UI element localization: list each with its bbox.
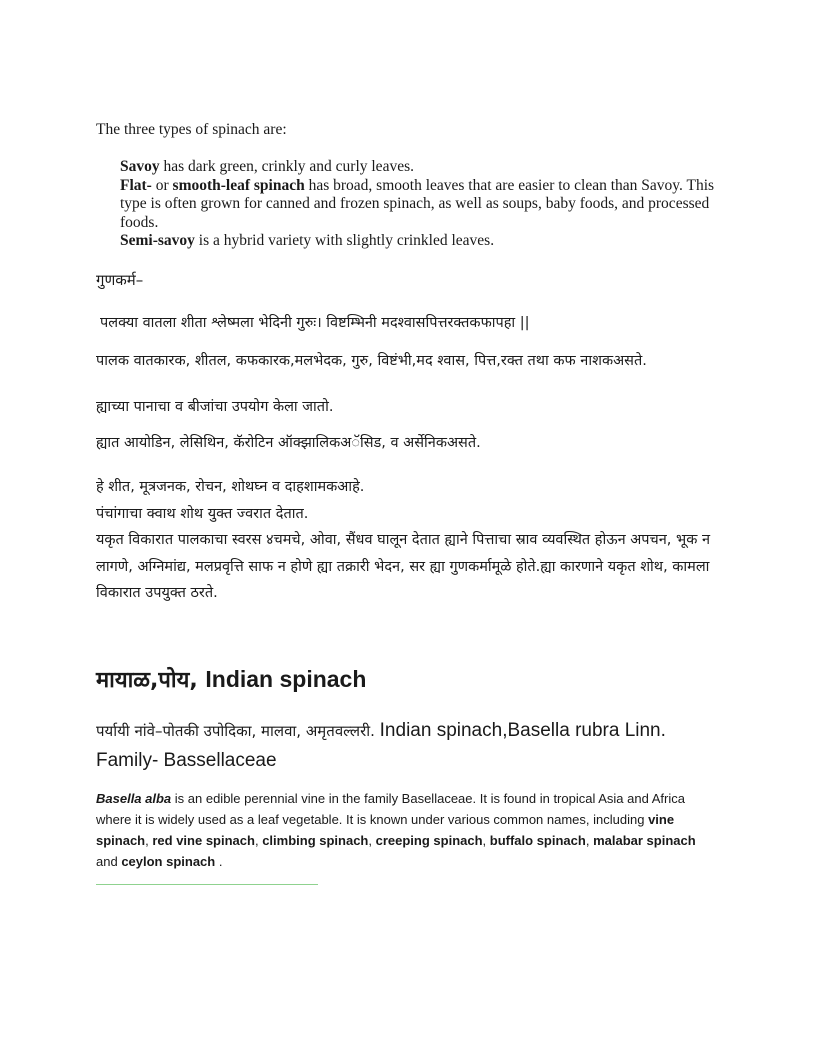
properties-paragraph-group [96, 474, 716, 607]
common-name: red vine spinach [152, 833, 255, 848]
type-connector: or [151, 176, 173, 194]
separator: , [482, 833, 490, 848]
type-term: smooth-leaf spinach [172, 176, 305, 194]
common-name: malabar spinach [593, 833, 696, 848]
synonyms-marathi: पर्यायी नांवे–पोतकी उपोदिका, मालवा, अमृतवल्लरी. [96, 722, 380, 740]
heading-marathi: मायाळ,पोय, [96, 668, 206, 693]
species-name: Basella alba [96, 791, 172, 806]
section-heading [96, 664, 716, 694]
common-name: creeping spinach [375, 833, 483, 848]
divider-line [96, 884, 318, 885]
common-name: ceylon spinach [121, 854, 216, 869]
type-term: Savoy [120, 158, 160, 175]
type-flat-leaf [120, 177, 720, 233]
type-term: Semi-savoy [120, 232, 195, 249]
type-savoy [120, 158, 720, 177]
type-description: has dark green, crinkly and curly leaves. [159, 158, 414, 175]
separator: . [215, 854, 223, 869]
desc-text: is an edible perennial vine in the family Basellaceae. It is found in tropical Asia and Africa where it is widely used as a leaf vegetable. It is known under various common names, including [96, 791, 685, 827]
common-name: climbing spinach [262, 833, 369, 848]
intro-text: The three types of spinach are: [96, 121, 287, 138]
common-name: vine spinach [96, 812, 675, 848]
gunakarma-title: गुणकर्म– [96, 271, 144, 289]
separator: , [585, 833, 594, 848]
common-name: buffalo spinach [489, 833, 586, 848]
panchang-line: पंचांगाचा क्वाथ शोथ युक्त ज्वरात देतात. [96, 505, 309, 522]
separator: and [96, 854, 122, 869]
constituents-line: ह्यात आयोडिन, लेसिथिन, कॅरोटिन ऑक्झालिकअॅसिड, व अर्सेनिकअसते. [96, 435, 481, 451]
synonyms-line [96, 716, 716, 776]
properties-line: हे शीत, मूत्रजनक, रोचन, शोथघ्न व दाहशामकआहे. [96, 479, 365, 495]
heading-english: Indian spinach [205, 666, 367, 692]
separator: , [254, 833, 263, 848]
type-semi-savoy [120, 232, 720, 251]
usage-line: ह्याच्या पानाचा व बीजांचा उपयोग केला जातो. [96, 399, 334, 415]
palak-properties-line: पालक वातकारक, शीतल, कफकारक,मलभेदक, गुरु, विष्टंभी,मद श्वास, पित्त,रक्त तथा कफ नाशकअसते. [96, 353, 647, 369]
basella-description [96, 788, 708, 872]
separator: , [145, 833, 153, 848]
liver-paragraph: यकृत विकारात पालकाचा स्वरस ४चमचे, ओवा, सैंधव घालून देतात ह्याने पित्ताचा स्राव व्यवस्थित होऊन अपचन, भूक न लागणे, अग्निमांद्य, मलप्रवृत्ति साफ न होणे ह्या तक्रारी भेदन, सर ह्या गुणकर्मामूळे होते.ह्या कारणाने यकृत शोथ, कामला विकारात उपयुक्त ठरते. [96, 532, 711, 601]
separator: , [368, 833, 376, 848]
type-term: Flat- [120, 176, 152, 194]
spinach-types-list [120, 158, 720, 251]
shloka-line: पलक्या वातला शीता श्लेष्मला भेदिनी गुरुः। विष्टम्भिनी मदश्वासपित्तरक्तकफापहा || [100, 315, 530, 331]
type-description: has broad, smooth leaves that are easier to clean than Savoy. This type is often grown for canned and frozen spinach, as well as soups, baby foods, and processed foods. [120, 176, 715, 231]
synonyms-english: Indian spinach,Basella rubra Linn. Family- Bassellaceae [96, 720, 666, 771]
type-description: is a hybrid variety with slightly crinkled leaves. [194, 232, 495, 249]
